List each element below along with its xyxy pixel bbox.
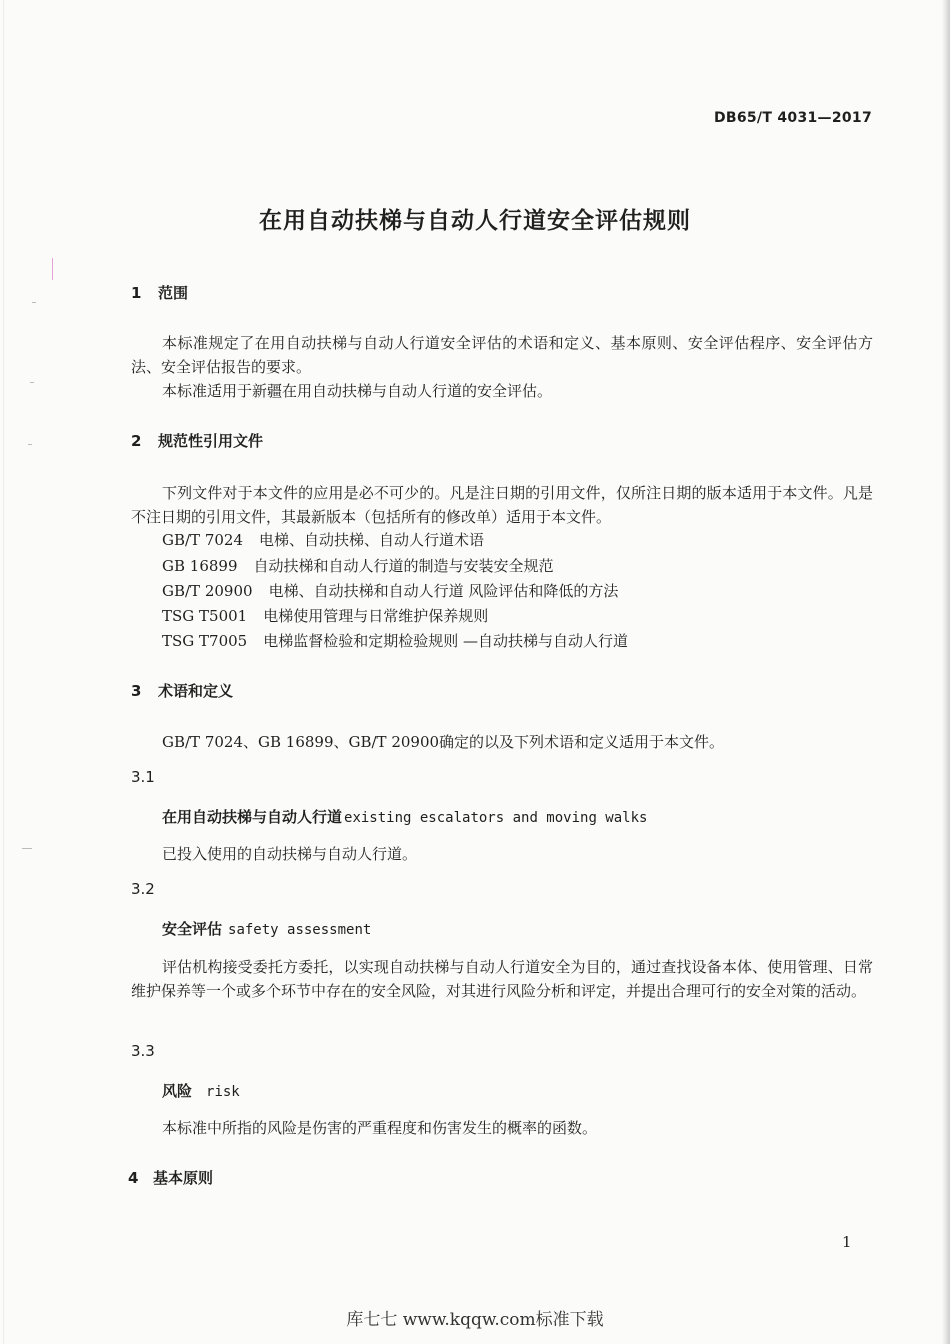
reference-code: TSG T5001 — [162, 607, 248, 625]
term-definition: 评估机构接受委托方委托，以实现自动扶梯与自动人行道安全为目的，通过查找设备本体、使用管理、日常维护保养等一个或多个环节中存在的安全风险，对其进行风险分析和评定，并提出合理可行的安全对策的活动。 — [131, 958, 873, 1000]
reference-code: GB/T 20900 — [162, 582, 253, 600]
reference-name: 电梯、自动扶梯和自动人行道 风险评估和降低的方法 — [268, 582, 619, 600]
term-number: 3.2 — [131, 880, 155, 898]
section-1-heading — [131, 282, 188, 303]
footer-watermark: 库七七 www.kqqw.com标准下载 — [346, 1310, 604, 1330]
section-3-heading — [131, 680, 233, 701]
term-chinese: 安全评估 — [162, 920, 223, 938]
reference-name: 电梯、自动扶梯、自动人行道术语 — [259, 531, 485, 549]
reference-name: 电梯使用管理与日常维护保养规则 — [263, 607, 489, 625]
section-title: 术语和定义 — [158, 682, 234, 700]
reference-code: GB 16899 — [162, 557, 238, 575]
term-heading — [162, 1080, 240, 1101]
scan-mark — [32, 302, 36, 303]
term-definition: 本标准中所指的风险是伤害的严重程度和伤害发生的概率的函数。 — [162, 1119, 598, 1137]
section-number: 2 — [131, 432, 142, 450]
term-heading — [162, 918, 371, 939]
page-number: 1 — [842, 1233, 852, 1251]
section-1-paragraph-2: 本标准适用于新疆在用自动扶梯与自动人行道的安全评估。 — [162, 382, 553, 400]
term-english: risk — [206, 1084, 240, 1100]
reference-name: 电梯监督检验和定期检验规则 —自动扶梯与自动人行道 — [263, 632, 628, 650]
term-number: 3.1 — [131, 768, 155, 786]
term-definition: 已投入使用的自动扶梯与自动人行道。 — [162, 845, 418, 863]
scan-mark — [28, 444, 32, 445]
section-title: 基本原则 — [153, 1169, 214, 1187]
scan-mark — [22, 848, 32, 849]
section-title: 规范性引用文件 — [158, 432, 264, 450]
section-4-heading — [128, 1167, 213, 1188]
reference-name: 自动扶梯和自动人行道的制造与安装安全规范 — [253, 557, 554, 575]
section-2-paragraph-1: 下列文件对于本文件的应用是必不可少的。凡是注日期的引用文件，仅所注日期的版本适用于本文件。凡是不注日期的引用文件，其最新版本（包括所有的修改单）适用于本文件。 — [131, 484, 873, 526]
standard-code: DB65/T 4031—2017 — [713, 110, 872, 126]
term-chinese: 在用自动扶梯与自动人行道 — [162, 808, 343, 826]
section-number: 4 — [128, 1169, 139, 1187]
section-3-paragraph-1: GB/T 7024、GB 16899、GB/T 20900确定的以及下列术语和定义适用于本文件。 — [162, 733, 725, 751]
reference-item — [162, 580, 618, 601]
reference-item — [162, 555, 554, 576]
scan-mark — [52, 258, 53, 280]
section-number: 1 — [131, 284, 142, 302]
section-number: 3 — [131, 682, 142, 700]
term-english: safety assessment — [228, 922, 372, 938]
section-2-heading — [131, 430, 263, 451]
term-chinese: 风险 — [162, 1082, 193, 1100]
term-english: existing escalators and moving walks — [344, 810, 648, 826]
term-heading — [162, 806, 647, 827]
reference-code: TSG T7005 — [162, 632, 248, 650]
reference-code: GB/T 7024 — [162, 531, 244, 549]
reference-item — [162, 529, 484, 550]
reference-item — [162, 605, 488, 626]
document-title: 在用自动扶梯与自动人行道安全评估规则 — [259, 208, 691, 234]
term-number: 3.3 — [131, 1042, 155, 1060]
section-title: 范围 — [158, 284, 189, 302]
scan-mark — [30, 382, 34, 383]
reference-item — [162, 630, 628, 651]
section-1-paragraph-1: 本标准规定了在用自动扶梯与自动人行道安全评估的术语和定义、基本原则、安全评估程序、安全评估方法、安全评估报告的要求。 — [131, 334, 873, 376]
